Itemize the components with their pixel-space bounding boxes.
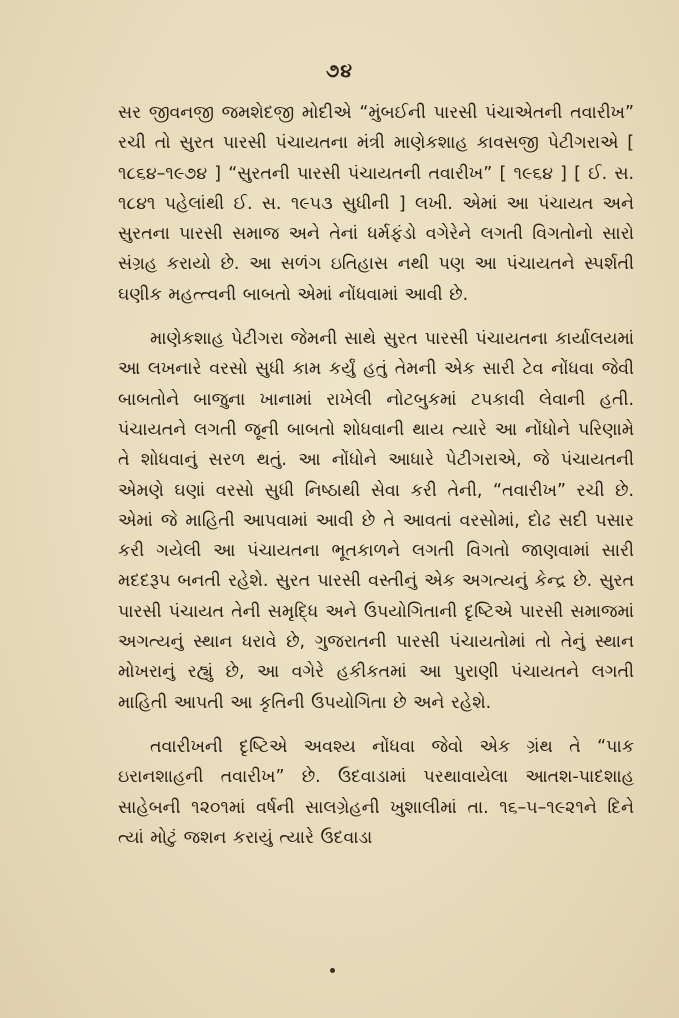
ink-dot — [330, 968, 335, 973]
paragraph-2: માણેકશાહ પેટીગરા જેમની સાથે સુરત પારસી પંચાયતના કાર્યાલયમાં આ લખનારે વરસો સુધી કામ કર્યું હતું તેમની એક સારી ટેવ નોંધવા જેવી બાબતોને બાજુના ખાનામાં રાખેલી નોટબુકમાં ટપકાવી લેવાની હતી. પંચાયતને લગતી જૂની બાબતો શોધવાની થાય ત્યારે આ નોંધોને પરિણામે તે શોધવાનું સરળ થતું. આ નોંધોને આધારે પેટીગરાએ, જે પંચાયતની એમણે ઘણાં વરસો સુધી નિષ્ઠાથી સેવા કરી તેની, “તવારીખ” રચી છે. એમાં જે માહિતી આપવામાં આવી છે તે આવતાં વરસોમાં, દોઢ સદી પસાર કરી ગયેલી આ પંચાયતના ભૂતકાળને લગતી વિગતો જાણવામાં સારી મદદરૂપ બનતી રહેશે. સુરત પારસી વસ્તીનું એક અગત્યનું કેન્દ્ર છે. સુરત પારસી પંચાયત તેની સમૃદ્ધિ અને ઉપયોગિતાની દૃષ્ટિએ પારસી સમાજમાં અગત્યનું સ્થાન ધરાવે છે, ગુજરાતની પારસી પંચાયતોમાં તો તેનું સ્થાન મોખરાનું રહ્યું છે, આ વગેરે હકીકતમાં આ પુરાણી પંચાયતને લગતી માહિતી આપતી આ કૃતિની ઉપયોગિતા છે અને રહેશે. — [118, 329, 634, 713]
paragraph-3: તવારીખની દૃષ્ટિએ અવશ્ય નોંધવા જેવો એક ગ્રંથ તે “પાક ઇરાનશાહની તવારીખ” છે. ઉદવાડામાં પરથાવાયેલા આતશ-પાદશાહ સાહેબની ૧૨૦૧માં વર્ષની સાલગ્રેહની ખુશાલીમાં તા. ૧૬–૫–૧૯૨૧ને દિને ત્યાં મોટું જશન કરાયું ત્યારે ઉદવાડા — [118, 736, 634, 848]
paragraph-1: સર જીવનજી જમશેદજી મોદીએ “મુંબઈની પારસી પંચાએતની તવારીખ” રચી તો સુરત પારસી પંચાયતના મંત્રી માણેકશાહ કાવસજી પેટીગરાએ [ ૧૮૬૪–૧૯૭૪ ] “સુરતની પારસી પંચાયતની તવારીખ” [ ૧૯૬૪ ] [ ઈ. સ. ૧૮૪૧ પહેલાંથી ઈ. સ. ૧૯૫૩ સુધીની ] લખી. એમાં આ પંચાયત અને સુરતના પારસી સમાજ અને તેનાં ધર્મફંડો વગેરેને લગતી વિગતોનો સારો સંગ્રહ કરાયો છે. આ સળંગ ઇતિહાસ નથી પણ આ પંચાયતને સ્પર્શતી ઘણીક મહત્ત્વની બાબતો એમાં નોંધવામાં આવી છે. — [118, 103, 634, 305]
page-number: ૭૪ — [326, 60, 353, 82]
body-text — [118, 98, 634, 853]
